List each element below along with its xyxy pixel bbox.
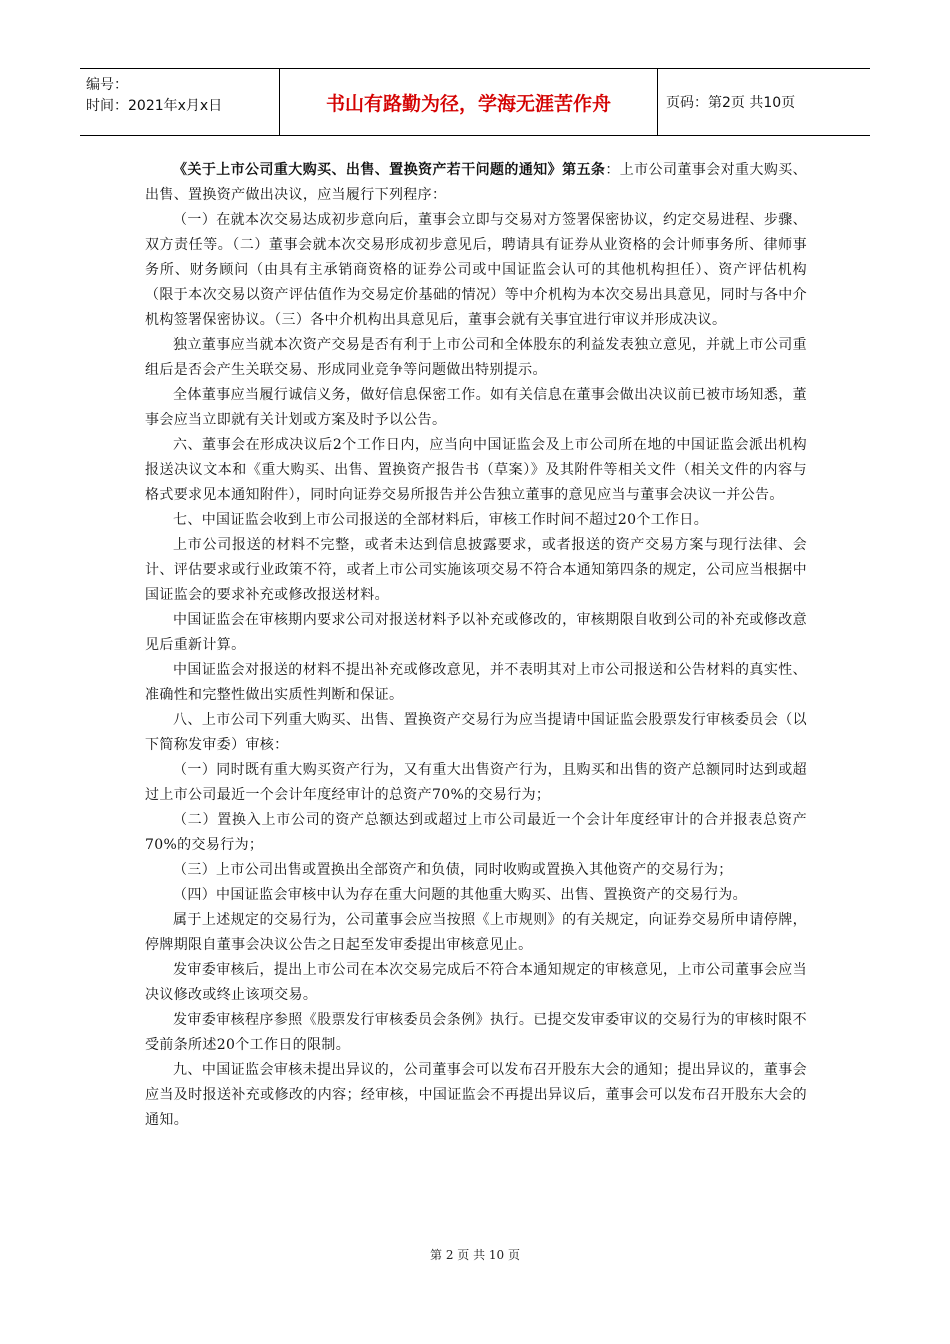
paragraph-text: ：上市公司董事会对重大购买、出售、置换资产做出决议，应当履行下列程序： bbox=[145, 162, 807, 203]
paragraph: 全体董事应当履行诚信义务，做好信息保密工作。如有关信息在董事会做出决议前已被市场知悉，董事会应当立即就有关计划或方案及时予以公告。 bbox=[145, 387, 807, 428]
paragraph: （一）在就本次交易达成初步意向后，董事会立即与交易对方签署保密协议，约定交易进程、步骤、双方责任等。（二）董事会就本次交易形成初步意见后，聘请具有证券从业资格的会计师事务所、律师事务所、财务顾问（由具有主承销商资格的证券公司或中国证监会认可的其他机构担任）、资产评估机构（限于本次交易以资产评估值作为交易定价基础的情况）等中介机构为本次交易出具意见，同时与各中介机构签署保密协议。（三）各中介机构出具意见后，董事会就有关事宜进行审议并形成决议。 bbox=[145, 212, 807, 328]
paragraph-lead: 《关于上市公司重大购买、出售、置换资产若干问题的通知》第五条 bbox=[173, 162, 606, 178]
paragraph: 九、中国证监会审核未提出异议的，公司董事会可以发布召开股东大会的通知；提出异议的，董事会应当及时报送补充或修改的内容；经审核，中国证监会不再提出异议后，董事会可以发布召开股东大会的通知。 bbox=[145, 1062, 807, 1128]
paragraph: 发审委审核后，提出上市公司在本次交易完成后不符合本通知规定的审核意见，上市公司董事会应当决议修改或终止该项交易。 bbox=[145, 962, 807, 1003]
page-footer: 第 2 页 共 10 页 bbox=[430, 1248, 520, 1262]
paragraph: 属于上述规定的交易行为，公司董事会应当按照《上市规则》的有关规定，向证券交易所申请停牌，停牌期限自董事会决议公告之日起至发审委提出审核意见止。 bbox=[145, 912, 807, 953]
paragraph: （二）置换入上市公司的资产总额达到或超过上市公司最近一个会计年度经审计的合并报表总资产70%的交易行为； bbox=[145, 812, 807, 853]
paragraph: 六、董事会在形成决议后2个工作日内，应当向中国证监会及上市公司所在地的中国证监会派出机构报送决议文本和《重大购买、出售、置换资产报告书（草案）》及其附件等相关文件（相关文件的内容与格式要求见本通知附件），同时向证券交易所报告并公告独立董事的意见应当与董事会决议一并公告。 bbox=[145, 437, 807, 503]
paragraph: 中国证监会对报送的材料不提出补充或修改意见，并不表明其对上市公司报送和公告材料的真实性、准确性和完整性做出实质性判断和保证。 bbox=[145, 662, 807, 703]
header-page-info: 页码：第2页 共10页 bbox=[666, 95, 796, 111]
paragraph: （一）同时既有重大购买资产行为，又有重大出售资产行为，且购买和出售的资产总额同时达到或超过上市公司最近一个会计年度经审计的总资产70%的交易行为； bbox=[145, 762, 807, 803]
paragraph: （四）中国证监会审核中认为存在重大问题的其他重大购买、出售、置换资产的交易行为。 bbox=[173, 887, 747, 903]
header-number-label: 编号： bbox=[86, 77, 128, 93]
paragraph: （三）上市公司出售或置换出全部资产和负债，同时收购或置换入其他资产的交易行为； bbox=[173, 862, 733, 878]
document-body bbox=[145, 158, 807, 1133]
header-motto: 书山有路勤为径，学海无涯苦作舟 bbox=[280, 69, 658, 135]
header-time-label: 时间：2021年x月x日 bbox=[86, 98, 223, 114]
paragraph: 七、中国证监会收到上市公司报送的全部材料后，审核工作时间不超过20个工作日。 bbox=[173, 512, 709, 528]
paragraph: 八、上市公司下列重大购买、出售、置换资产交易行为应当提请中国证监会股票发行审核委员会（以下简称发审委）审核： bbox=[145, 712, 807, 753]
paragraph: 上市公司报送的材料不完整，或者未达到信息披露要求，或者报送的资产交易方案与现行法律、会计、评估要求或行业政策不符，或者上市公司实施该项交易不符合本通知第四条的规定，公司应当根据中国证监会的要求补充或修改报送材料。 bbox=[145, 537, 807, 603]
header-meta bbox=[80, 69, 280, 135]
paragraph: 发审委审核程序参照《股票发行审核委员会条例》执行。已提交发审委审议的交易行为的审核时限不受前条所述20个工作日的限制。 bbox=[145, 1012, 807, 1053]
paragraph: 独立董事应当就本次资产交易是否有利于上市公司和全体股东的利益发表独立意见，并就上市公司重组后是否会产生关联交易、形成同业竞争等问题做出特别提示。 bbox=[145, 337, 807, 378]
page-header bbox=[80, 68, 870, 136]
paragraph bbox=[145, 158, 807, 208]
paragraph: 中国证监会在审核期内要求公司对报送材料予以补充或修改的，审核期限自收到公司的补充或修改意见后重新计算。 bbox=[145, 612, 807, 653]
